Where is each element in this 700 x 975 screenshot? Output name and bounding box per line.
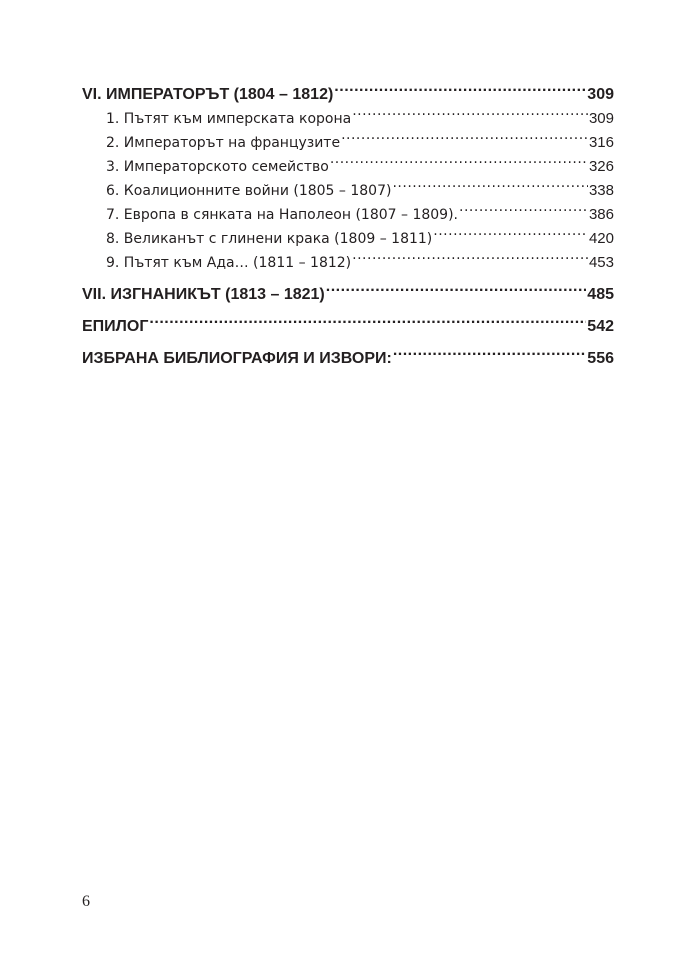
toc-leader-dots [326, 283, 587, 299]
toc-entry-title: 3. Императорското семейство [106, 159, 329, 175]
toc-entry-section [82, 107, 614, 131]
toc-entry-section [82, 251, 614, 275]
toc-entry-page: 453 [588, 254, 614, 271]
toc-leader-dots [334, 83, 586, 99]
toc-entry-page: 309 [588, 110, 614, 127]
toc-leader-dots [352, 109, 588, 123]
toc-entry-title: 2. Императорът на французите [106, 135, 341, 151]
toc-entry-chapter-6 [82, 83, 614, 107]
toc-entry-chapter-7 [82, 283, 614, 307]
page-number: 6 [82, 893, 90, 910]
toc-entry-title: ИЗБРАНА БИБЛИОГРАФИЯ И ИЗВОРИ: [82, 350, 392, 367]
toc-entry-title: 6. Коалиционните войни (1805 – 1807) [106, 183, 392, 199]
toc-entry-bibliography [82, 347, 614, 371]
toc-entry-title: 8. Великанът с глинени крака (1809 – 1811) [106, 231, 433, 247]
toc-leader-dots [392, 181, 588, 195]
toc-entry-section [82, 179, 614, 203]
toc-entry-title: 1. Пътят към имперската корона [106, 111, 352, 127]
toc-entry-page: 556 [587, 350, 614, 367]
toc-entry-title: VI. ИМПЕРАТОРЪТ (1804 – 1812) [82, 86, 334, 103]
toc-entry-page: 338 [588, 182, 614, 199]
toc-leader-dots [149, 315, 586, 331]
toc-entry-section [82, 131, 614, 155]
toc-entry-section [82, 203, 614, 227]
toc-leader-dots [330, 157, 588, 171]
toc-leader-dots [341, 133, 588, 147]
toc-entry-section [82, 155, 614, 179]
table-of-contents [82, 83, 614, 371]
toc-entry-page: 542 [587, 318, 614, 335]
toc-entry-page: 386 [588, 206, 614, 223]
toc-entry-page: 309 [587, 86, 614, 103]
toc-entry-section [82, 227, 614, 251]
toc-leader-dots [352, 253, 588, 267]
toc-entry-title: 9. Пътят към Ада… (1811 – 1812) [106, 255, 352, 271]
toc-leader-dots [433, 229, 588, 243]
toc-entry-page: 316 [588, 134, 614, 151]
toc-entry-page: 326 [588, 158, 614, 175]
toc-entry-page: 485 [587, 286, 614, 303]
toc-entry-title: 7. Европа в сянката на Наполеон (1807 – 1809). [106, 207, 459, 223]
toc-entry-title: ЕПИЛОГ [82, 318, 149, 335]
toc-entry-epilogue [82, 315, 614, 339]
toc-leader-dots [393, 347, 586, 363]
toc-entry-page: 420 [588, 230, 614, 247]
toc-leader-dots [459, 205, 588, 219]
toc-entry-title: VII. ИЗГНАНИКЪТ (1813 – 1821) [82, 286, 325, 303]
